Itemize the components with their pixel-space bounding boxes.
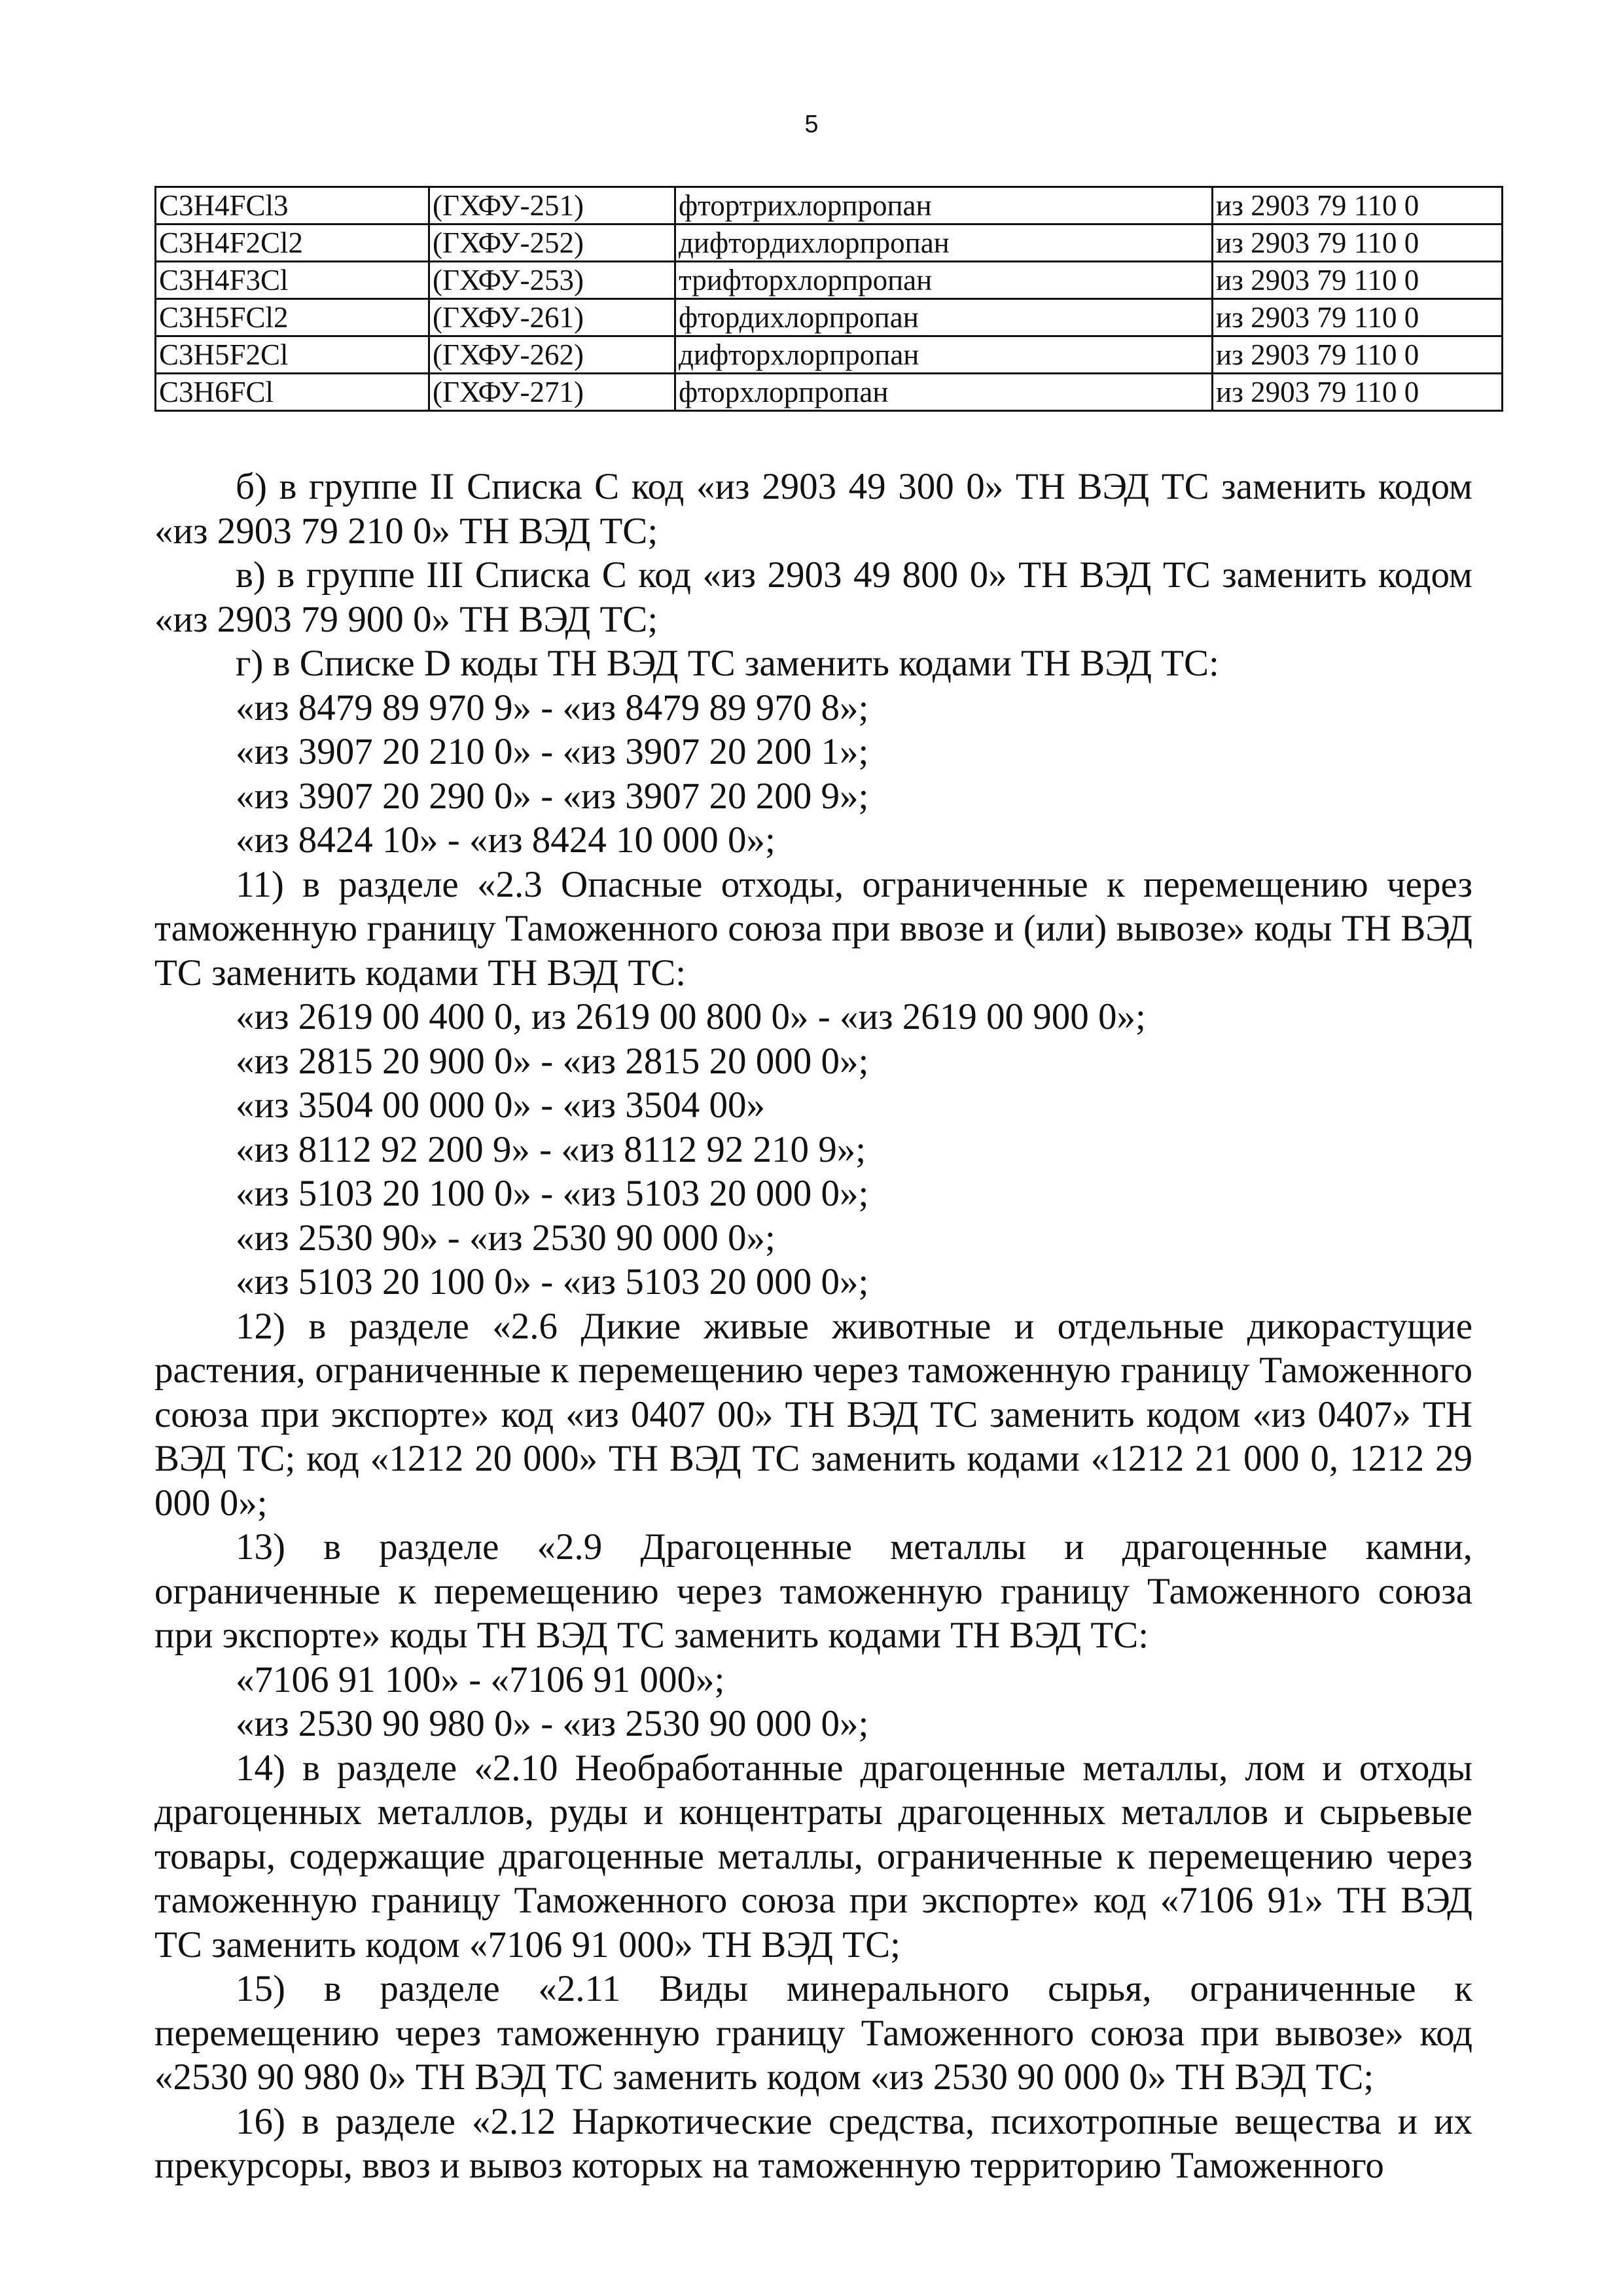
code-replacement-line: «из 8424 10» - «из 8424 10 000 0»;: [236, 819, 776, 861]
formula-cell: C3H4FCl3: [156, 187, 429, 224]
code-replacement-line: «из 2815 20 900 0» - «из 2815 20 000 0»;: [236, 1040, 869, 1082]
tn-ved-cell: из 2903 79 110 0: [1213, 299, 1503, 336]
formula-cell: C3H5F2Cl: [156, 336, 429, 374]
code-replacement-line: «из 2530 90» - «из 2530 90 000 0»;: [236, 1217, 776, 1259]
name-cell: трифторхлорпропан: [675, 262, 1213, 299]
name-cell: дифторхлорпропан: [675, 336, 1213, 374]
table-row: [156, 299, 1503, 336]
paragraph-g: г) в Списке D коды ТН ВЭД ТС заменить кодами ТН ВЭД ТС:: [236, 643, 1219, 684]
tn-ved-cell: из 2903 79 110 0: [1213, 262, 1503, 299]
formula-cell: C3H4F2Cl2: [156, 224, 429, 262]
name-cell: фторхлорпропан: [675, 374, 1213, 411]
paragraph-12: 12) в разделе «2.6 Дикие живые животные и отдельные дикорастущие растения, ограниченные к перемещению через таможенную границу Таможенного союза при экспорте» код «из 0407 00» ТН ВЭД ТС заменить кодом «из 0407» ТН ВЭД ТС; код «1212 20 000» ТН ВЭД ТС заменить кодами «1212 21 000 0, 1212 29 000 0»;: [154, 1305, 1472, 1524]
table-row: [156, 224, 1503, 262]
table-row: [156, 187, 1503, 224]
tn-ved-cell: из 2903 79 110 0: [1213, 374, 1503, 411]
code-replacement-line: «из 8112 92 200 9» - «из 8112 92 210 9»;: [236, 1128, 866, 1170]
code-cell: (ГХФУ-262): [429, 336, 675, 374]
code-replacement-line: «из 2619 00 400 0, из 2619 00 800 0» - «из 2619 00 900 0»;: [236, 996, 1146, 1037]
paragraph-15: 15) в разделе «2.11 Виды минерального сырья, ограниченные к перемещению через таможенную границу Таможенного союза при вывозе» код «2530 90 980 0» ТН ВЭД ТС заменить кодом «из 2530 90 000 0» ТН ВЭД ТС;: [154, 1968, 1472, 2098]
paragraph-13: 13) в разделе «2.9 Драгоценные металлы и драгоценные камни, ограниченные к перемещению через таможенную границу Таможенного союза при экспорте» коды ТН ВЭД ТС заменить кодами ТН ВЭД ТС:: [154, 1526, 1472, 1656]
paragraph-b: б) в группе II Списка С код «из 2903 49 300 0» ТН ВЭД ТС заменить кодом «из 2903 79 210 0» ТН ВЭД ТС;: [154, 466, 1472, 552]
code-replacement-line: «из 5103 20 100 0» - «из 5103 20 000 0»;: [236, 1173, 869, 1214]
formula-cell: C3H6FCl: [156, 374, 429, 411]
table-row: [156, 336, 1503, 374]
code-replacement-line: «из 3504 00 000 0» - «из 3504 00»: [236, 1085, 766, 1126]
table-row: [156, 262, 1503, 299]
code-cell: (ГХФУ-253): [429, 262, 675, 299]
code-replacement-line: «из 8479 89 970 9» - «из 8479 89 970 8»;: [236, 687, 869, 728]
code-cell: (ГХФУ-251): [429, 187, 675, 224]
code-replacement-line: «из 2530 90 980 0» - «из 2530 90 000 0»;: [236, 1703, 869, 1744]
paragraph-11: 11) в разделе «2.3 Опасные отходы, ограниченные к перемещению через таможенную границу Таможенного союза при ввозе и (или) вывозе» коды ТН ВЭД ТС заменить кодами ТН ВЭД ТС:: [154, 863, 1472, 994]
code-replacement-line: «7106 91 100» - «7106 91 000»;: [236, 1659, 725, 1700]
code-replacement-line: «из 3907 20 290 0» - «из 3907 20 200 9»;: [236, 775, 869, 817]
document-body: [154, 465, 1472, 2188]
name-cell: фтортрихлорпропан: [675, 187, 1213, 224]
tn-ved-cell: из 2903 79 110 0: [1213, 336, 1503, 374]
code-cell: (ГХФУ-252): [429, 224, 675, 262]
code-replacement-line: «из 3907 20 210 0» - «из 3907 20 200 1»;: [236, 731, 869, 772]
substance-codes-table: [154, 186, 1503, 412]
paragraph-16: 16) в разделе «2.12 Наркотические средства, психотропные вещества и их прекурсоры, ввоз и вывоз которых на таможенную территорию Таможенного: [154, 2100, 1472, 2186]
tn-ved-cell: из 2903 79 110 0: [1213, 224, 1503, 262]
paragraph-14: 14) в разделе «2.10 Необработанные драгоценные металлы, лом и отходы драгоценных металлов, руды и концентраты драгоценных металлов и сырьевые товары, содержащие драгоценные металлы, ограниченные к перемещению через таможенную границу Таможенного союза при экспорте» код «7106 91» ТН ВЭД ТС заменить кодом «7106 91 000» ТН ВЭД ТС;: [154, 1747, 1472, 1965]
code-cell: (ГХФУ-261): [429, 299, 675, 336]
formula-cell: C3H4F3Cl: [156, 262, 429, 299]
name-cell: дифтордихлорпропан: [675, 224, 1213, 262]
paragraph-v: в) в группе III Списка С код «из 2903 49 800 0» ТН ВЭД ТС заменить кодом «из 2903 79 900 0» ТН ВЭД ТС;: [154, 554, 1472, 640]
name-cell: фтордихлорпропан: [675, 299, 1213, 336]
page-number: 5: [804, 111, 819, 138]
code-replacement-line: «из 5103 20 100 0» - «из 5103 20 000 0»;: [236, 1261, 869, 1302]
code-cell: (ГХФУ-271): [429, 374, 675, 411]
table-row: [156, 374, 1503, 411]
tn-ved-cell: из 2903 79 110 0: [1213, 187, 1503, 224]
formula-cell: C3H5FCl2: [156, 299, 429, 336]
